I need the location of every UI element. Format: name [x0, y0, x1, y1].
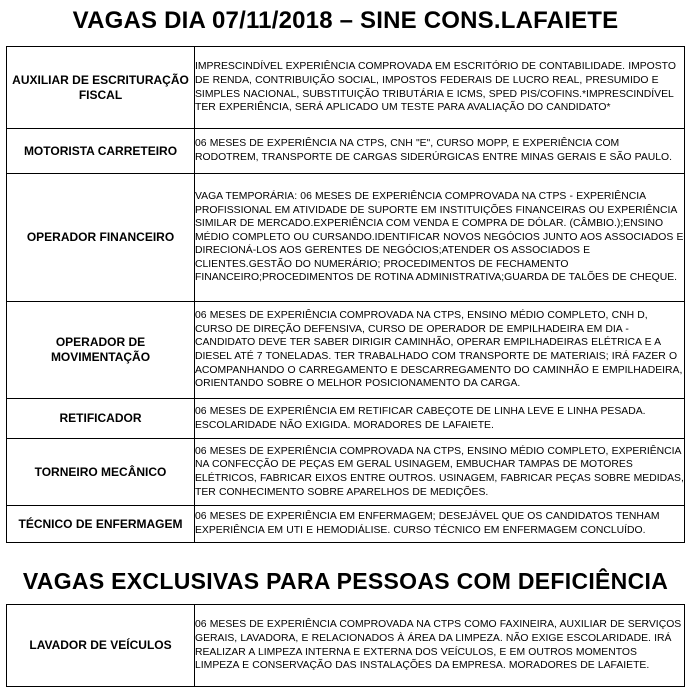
job-description: 06 MESES DE EXPERIÊNCIA COMPROVADA NA CTPS, ENSINO MÉDIO COMPLETO, EXPERIÊNCIA NA CONFECÇÃO DE PEÇAS EM GERAL USINAGEM, EMBUCHAR TAMPAS DE MOTORES ELÉTRICOS, FABRICAR EIXOS ENTRE OUTROS. USINAGEM, FABRICAR PEÇAS SOBRE MEDIDAS, TER CONHECIMENTO SOBRE APARELHOS DE MEDIÇÕES.	[195, 439, 685, 506]
job-listings-table	[6, 46, 685, 543]
table-row	[7, 399, 685, 439]
table-row	[7, 129, 685, 174]
job-description: VAGA TEMPORÁRIA: 06 MESES DE EXPERIÊNCIA COMPROVADA NA CTPS - EXPERIÊNCIA PROFISSIONAL EM ATIVIDADE DE SUPORTE EM INSTITUIÇÕES FINANCEIRAS OU EXPERIÊNCIA SIMILAR DE MERCADO.EXPERIÊNCIA COM VENDA E COMPRA DE DÓLAR. (CÂMBIO.);ENSINO MÉDIO COMPLETO OU CURSANDO.IDENTIFICAR NOVOS NEGÓCIOS JUNTO AOS ASSOCIADOS E DIRECIONÁ-LOS AOS GERENTES DE NEGÓCIOS;ATENDER OS ASSOCIADOS E CLIENTES.GESTÃO DO NUMERÁRIO; PROCEDIMENTOS DE FECHAMENTO FINANCEIRO;PROCEDIMENTOS DE ROTINA ADMINISTRATIVA;GUARDA DE TALÕES DE CHEQUE.	[195, 174, 685, 302]
job-role: MOTORISTA CARRETEIRO	[7, 129, 195, 174]
page-title: VAGAS DIA 07/11/2018 – SINE CONS.LAFAIETE	[72, 7, 619, 34]
table-row	[7, 439, 685, 506]
job-role: TÉCNICO DE ENFERMAGEM	[7, 506, 195, 543]
job-role: LAVADOR DE VEÍCULOS	[7, 605, 195, 687]
table-row	[7, 302, 685, 399]
job-description: 06 MESES DE EXPERIÊNCIA EM ENFERMAGEM; DESEJÁVEL QUE OS CANDIDATOS TENHAM EXPERIÊNCIA EM UTI E HEMODIÁLISE. CURSO TÉCNICO EM ENFERMAGEM CONCLUÍDO.	[195, 506, 685, 543]
job-description: 06 MESES DE EXPERIÊNCIA EM RETIFICAR CABEÇOTE DE LINHA LEVE E LINHA PESADA. ESCOLARIDADE NÃO EXIGIDA. MORADORES DE LAFAIETE.	[195, 399, 685, 439]
job-description: IMPRESCINDÍVEL EXPERIÊNCIA COMPROVADA EM ESCRITÓRIO DE CONTABILIDADE. IMPOSTO DE RENDA, CONTRIBUIÇÃO SOCIAL, IMPOSTOS FEDERAIS DE LUCRO REAL, PRESUMIDO E SIMPLES NACIONAL, SUBSTITUIÇÃO TRIBUTÁRIA E ICMS, SPED PIS/COFINS.*IMPRESCINDÍVEL TER EXPERIÊNCIA, SERÁ APLICADO UM TESTE PARA AVALIAÇÃO DO CANDIDATO*	[195, 47, 685, 129]
pcd-section-title: VAGAS EXCLUSIVAS PARA PESSOAS COM DEFICIÊNCIA	[22, 568, 669, 594]
table-row	[7, 605, 685, 687]
job-role: RETIFICADOR	[7, 399, 195, 439]
table-row	[7, 174, 685, 302]
job-role: AUXILIAR DE ESCRITURAÇÃO FISCAL	[7, 47, 195, 129]
pcd-job-listings-table	[6, 604, 685, 687]
job-role: OPERADOR DE MOVIMENTAÇÃO	[7, 302, 195, 399]
table-row	[7, 506, 685, 543]
job-role: TORNEIRO MECÂNICO	[7, 439, 195, 506]
job-description: 06 MESES DE EXPERIÊNCIA COMPROVADA NA CTPS, ENSINO MÉDIO COMPLETO, CNH D, CURSO DE DIREÇÃO DEFENSIVA, CURSO DE OPERADOR DE EMPILHADEIRA EM DIA - CANDIDATO DEVE TER SABER DIRIGIR CAMINHÃO, OPERAR EMPILHADEIRAS ELÉTRICA E A DIESEL ATÉ 7 TONELADAS. TER TRABALHADO COM TRANSPORTE DE MATERIAIS; IRÁ FAZER O ACOMPANHANDO O CARREGAMENTO E DESCARREGAMENTO DO CAMINHÃO E EMPILHADEIRA, ORIENTANDO SOBRE O MELHOR POSICIONAMENTO DA CARGA.	[195, 302, 685, 399]
table-row	[7, 47, 685, 129]
job-description: 06 MESES DE EXPERIÊNCIA COMPROVADA NA CTPS COMO FAXINEIRA, AUXILIAR DE SERVIÇOS GERAIS, LAVADORA, E RELACIONADOS À ÁREA DA LIMPEZA. NÃO EXIGE ESCOLARIDADE. IRÁ REALIZAR A LIMPEZA INTERNA E EXTERNA DOS VEÍCULOS, E EM OUTROS MOMENTOS LIMPEZA E CONSERVAÇÃO DAS INSTALAÇÕES DA EMPRESA. MORADORES DE LAFAIETE.	[195, 605, 685, 687]
job-role: OPERADOR FINANCEIRO	[7, 174, 195, 302]
job-description: 06 MESES DE EXPERIÊNCIA NA CTPS, CNH "E", CURSO MOPP, E EXPERIÊNCIA COM RODOTREM, TRANSPORTE DE CARGAS SIDERÚRGICAS ENTRE MINAS GERAIS E SÃO PAULO.	[195, 129, 685, 174]
